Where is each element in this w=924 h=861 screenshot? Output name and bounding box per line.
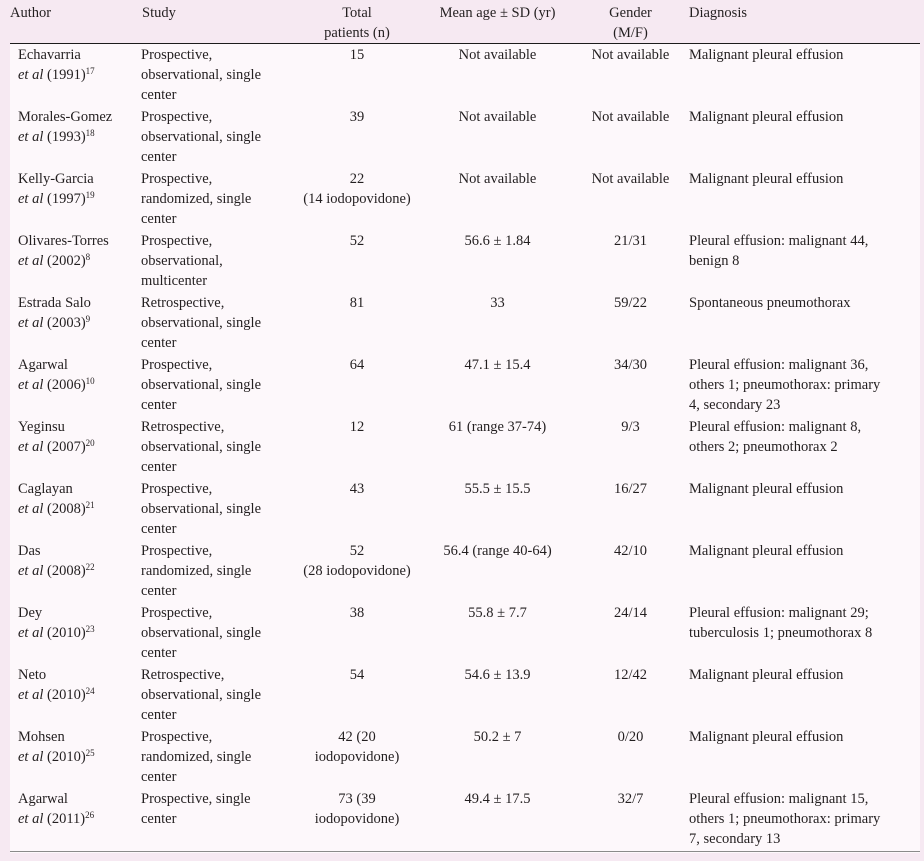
diagnosis-cell (689, 45, 917, 65)
gender-cell: 9/3 (621, 419, 640, 435)
gender-cell: 34/30 (613, 357, 648, 373)
diagnosis-line: Malignant pleural effusion (689, 47, 844, 63)
author-cell (18, 293, 140, 333)
total-patients-cell (292, 541, 422, 581)
diagnosis-cell (689, 169, 917, 189)
reference-number: 17 (85, 66, 95, 76)
author-name: Agarwal (18, 357, 68, 373)
study-line: center (141, 645, 177, 661)
author-cell (18, 727, 140, 767)
study-line: Prospective, (141, 481, 213, 497)
author-year: (1993) (47, 129, 86, 145)
author-name: Olivares-Torres (18, 233, 109, 249)
diagnosis-cell (689, 665, 917, 685)
study-line: observational, single (141, 625, 262, 641)
author-name: Estrada Salo (18, 295, 91, 311)
total-patients-cell (292, 727, 422, 767)
header-total-patients (292, 3, 422, 43)
total-patients-cell (292, 293, 422, 313)
diagnosis-line: Spontaneous pneumothorax (689, 295, 851, 311)
author-name: Dey (18, 605, 43, 621)
diagnosis-line: Pleural effusion: malignant 15, (689, 791, 869, 807)
study-line: Prospective, (141, 171, 213, 187)
reference-number: 22 (85, 562, 95, 572)
gender-cell: Not available (591, 47, 670, 63)
total-line: 81 (349, 295, 365, 311)
table-row (0, 107, 924, 169)
diagnosis-cell (689, 479, 917, 499)
study-line: Prospective, (141, 357, 213, 373)
author-etal: et al (18, 439, 44, 455)
total-patients-cell (292, 665, 422, 685)
author-year: (2007) (47, 439, 86, 455)
study-line: Prospective, (141, 605, 213, 621)
table-row (0, 603, 924, 665)
table-row (0, 479, 924, 541)
diagnosis-line: Pleural effusion: malignant 36, (689, 357, 869, 373)
study-line: observational, single (141, 377, 262, 393)
reference-number: 18 (85, 128, 95, 138)
study-cell (141, 107, 291, 167)
author-etal: et al (18, 377, 44, 393)
diagnosis-line: Malignant pleural effusion (689, 729, 844, 745)
study-line: observational, single (141, 439, 262, 455)
author-etal: et al (18, 315, 44, 331)
header-gender-line: (M/F) (613, 25, 648, 41)
gender-cell: 21/31 (613, 233, 648, 249)
study-cell (141, 603, 291, 663)
gender-cell: 12/42 (613, 667, 648, 683)
diagnosis-line: Pleural effusion: malignant 44, (689, 233, 869, 249)
study-line: Retrospective, (141, 667, 225, 683)
gender-cell: 42/10 (613, 543, 648, 559)
study-line: observational, (141, 253, 223, 269)
total-patients-cell (292, 45, 422, 65)
diagnosis-cell (689, 355, 917, 415)
mean-age-cell: 56.4 (range 40-64) (443, 543, 552, 559)
study-line: center (141, 811, 177, 827)
study-cell (141, 293, 291, 353)
author-cell (18, 603, 140, 643)
diagnosis-line: Pleural effusion: malignant 29; (689, 605, 869, 621)
study-line: center (141, 149, 177, 165)
author-cell (18, 541, 140, 581)
author-name: Echavarria (18, 47, 81, 63)
header-author: Author (10, 5, 52, 21)
diagnosis-cell (689, 231, 917, 271)
gender-cell: 16/27 (613, 481, 648, 497)
bottom-rule (10, 851, 920, 852)
study-line: center (141, 769, 177, 785)
diagnosis-line: others 2; pneumothorax 2 (689, 439, 838, 455)
study-cell (141, 479, 291, 539)
author-etal: et al (18, 191, 44, 207)
author-cell (18, 107, 140, 147)
author-cell (18, 231, 140, 271)
diagnosis-line: Pleural effusion: malignant 8, (689, 419, 862, 435)
total-patients-cell (292, 169, 422, 209)
table-row (0, 169, 924, 231)
study-line: Prospective, (141, 543, 213, 559)
total-patients-cell (292, 479, 422, 499)
study-line: center (141, 707, 177, 723)
gender-cell: 24/14 (613, 605, 648, 621)
total-line: 38 (349, 605, 365, 621)
mean-age-cell: Not available (458, 47, 537, 63)
reference-number: 9 (85, 314, 91, 324)
author-cell (18, 417, 140, 457)
header-gender-line: Gender (609, 5, 652, 21)
gender-cell: Not available (591, 171, 670, 187)
author-etal: et al (18, 129, 44, 145)
author-etal: et al (18, 67, 44, 83)
author-etal: et al (18, 749, 44, 765)
reference-number: 10 (85, 376, 95, 386)
table-row (0, 293, 924, 355)
reference-number: 19 (85, 190, 95, 200)
total-patients-cell (292, 417, 422, 437)
total-line: 43 (349, 481, 365, 497)
total-line: 73 (39 (338, 791, 376, 807)
study-line: observational, single (141, 315, 262, 331)
study-line: randomized, single (141, 563, 252, 579)
author-etal: et al (18, 563, 44, 579)
study-line: observational, single (141, 129, 262, 145)
total-patients-cell (292, 789, 422, 829)
mean-age-cell: 33 (490, 295, 505, 311)
author-year: (2010) (47, 625, 86, 641)
reference-number: 21 (85, 500, 95, 510)
total-patients-cell (292, 355, 422, 375)
header-total-line: patients (n) (324, 25, 390, 41)
diagnosis-cell (689, 417, 917, 457)
mean-age-cell: 54.6 ± 13.9 (464, 667, 531, 683)
total-line: (28 iodopovidone) (303, 563, 411, 579)
table-row (0, 727, 924, 789)
study-cell (141, 789, 291, 829)
study-line: Prospective, (141, 729, 213, 745)
total-patients-cell (292, 603, 422, 623)
author-name: Yeginsu (18, 419, 65, 435)
author-etal: et al (18, 501, 44, 517)
diagnosis-cell (689, 727, 917, 747)
total-line: iodopovidone) (314, 811, 400, 827)
diagnosis-line: Malignant pleural effusion (689, 667, 844, 683)
gender-cell: 32/7 (617, 791, 644, 807)
study-line: center (141, 87, 177, 103)
author-year: (2010) (47, 687, 86, 703)
study-line: center (141, 335, 177, 351)
reference-number: 24 (85, 686, 95, 696)
gender-cell: Not available (591, 109, 670, 125)
author-cell (18, 169, 140, 209)
diagnosis-cell (689, 107, 917, 127)
diagnosis-line: Malignant pleural effusion (689, 481, 844, 497)
study-cell (141, 665, 291, 725)
reference-number: 20 (85, 438, 95, 448)
author-year: (2008) (47, 501, 86, 517)
author-name: Morales-Gomez (18, 109, 113, 125)
header-diagnosis: Diagnosis (689, 5, 747, 21)
study-cell (141, 727, 291, 787)
table-row (0, 45, 924, 107)
total-line: 15 (349, 47, 365, 63)
study-line: randomized, single (141, 191, 252, 207)
total-line: 39 (349, 109, 365, 125)
author-etal: et al (18, 625, 44, 641)
study-line: center (141, 397, 177, 413)
author-year: (2008) (47, 563, 86, 579)
total-line: 64 (349, 357, 365, 373)
diagnosis-cell (689, 293, 917, 313)
study-cell (141, 541, 291, 601)
mean-age-cell: Not available (458, 171, 537, 187)
mean-age-cell: 55.5 ± 15.5 (464, 481, 531, 497)
study-line: center (141, 521, 177, 537)
total-line: 52 (349, 233, 365, 249)
mean-age-cell: 47.1 ± 15.4 (464, 357, 531, 373)
header-study: Study (142, 5, 176, 21)
study-line: Prospective, single (141, 791, 251, 807)
total-line: 42 (20 (338, 729, 376, 745)
author-cell (18, 45, 140, 85)
author-year: (1997) (47, 191, 86, 207)
author-name: Kelly-Garcia (18, 171, 94, 187)
author-year: (2003) (47, 315, 86, 331)
reference-number: 23 (85, 624, 95, 634)
total-line: 12 (349, 419, 365, 435)
study-line: multicenter (141, 273, 208, 289)
reference-number: 8 (85, 252, 91, 262)
author-year: (2011) (47, 811, 86, 827)
diagnosis-cell (689, 541, 917, 561)
total-line: 52 (349, 543, 365, 559)
gender-cell: 0/20 (617, 729, 644, 745)
study-line: randomized, single (141, 749, 252, 765)
study-line: center (141, 583, 177, 599)
author-cell (18, 665, 140, 705)
author-name: Mohsen (18, 729, 65, 745)
total-patients-cell (292, 231, 422, 251)
author-etal: et al (18, 811, 44, 827)
total-line: 22 (349, 171, 365, 187)
diagnosis-line: others 1; pneumothorax: primary (689, 811, 881, 827)
study-line: Retrospective, (141, 419, 225, 435)
author-cell (18, 355, 140, 395)
diagnosis-line: tuberculosis 1; pneumothorax 8 (689, 625, 873, 641)
mean-age-cell: 50.2 ± 7 (473, 729, 522, 745)
study-line: center (141, 459, 177, 475)
study-line: observational, single (141, 501, 262, 517)
header-mean-age: Mean age ± SD (yr) (439, 5, 556, 21)
study-cell (141, 355, 291, 415)
diagnosis-line: benign 8 (689, 253, 740, 269)
mean-age-cell: 49.4 ± 17.5 (464, 791, 531, 807)
diagnosis-line: others 1; pneumothorax: primary (689, 377, 881, 393)
diagnosis-line: 7, secondary 13 (689, 831, 781, 847)
study-line: Prospective, (141, 47, 213, 63)
author-year: (2010) (47, 749, 86, 765)
table-row (0, 665, 924, 727)
study-cell (141, 169, 291, 229)
study-line: Retrospective, (141, 295, 225, 311)
diagnosis-cell (689, 789, 917, 849)
table-row (0, 417, 924, 479)
author-year: (2002) (47, 253, 86, 269)
study-line: observational, single (141, 687, 262, 703)
total-line: 54 (349, 667, 365, 683)
study-line: Prospective, (141, 109, 213, 125)
table-row (0, 789, 924, 851)
diagnosis-line: Malignant pleural effusion (689, 109, 844, 125)
mean-age-cell: 61 (range 37-74) (448, 419, 547, 435)
diagnosis-line: 4, secondary 23 (689, 397, 781, 413)
author-name: Agarwal (18, 791, 68, 807)
total-patients-cell (292, 107, 422, 127)
table-row (0, 231, 924, 293)
mean-age-cell: Not available (458, 109, 537, 125)
author-name: Das (18, 543, 41, 559)
study-cell (141, 417, 291, 477)
gender-cell: 59/22 (613, 295, 648, 311)
author-cell (18, 789, 140, 829)
reference-number: 25 (85, 748, 95, 758)
author-year: (2006) (47, 377, 86, 393)
table-header (0, 0, 924, 44)
author-etal: et al (18, 687, 44, 703)
total-line: iodopovidone) (314, 749, 400, 765)
header-total-line: Total (342, 5, 372, 21)
header-gender (578, 3, 683, 43)
mean-age-cell: 56.6 ± 1.84 (464, 233, 531, 249)
total-line: (14 iodopovidone) (303, 191, 411, 207)
study-line: center (141, 211, 177, 227)
author-name: Neto (18, 667, 47, 683)
diagnosis-line: Malignant pleural effusion (689, 543, 844, 559)
mean-age-cell: 55.8 ± 7.7 (468, 605, 527, 621)
reference-number: 26 (85, 810, 95, 820)
table-row (0, 355, 924, 417)
author-etal: et al (18, 253, 44, 269)
study-line: observational, single (141, 67, 262, 83)
study-cell (141, 231, 291, 291)
table-row (0, 541, 924, 603)
author-year: (1991) (47, 67, 86, 83)
author-cell (18, 479, 140, 519)
author-name: Caglayan (18, 481, 73, 497)
study-cell (141, 45, 291, 105)
study-line: Prospective, (141, 233, 213, 249)
diagnosis-cell (689, 603, 917, 643)
diagnosis-line: Malignant pleural effusion (689, 171, 844, 187)
